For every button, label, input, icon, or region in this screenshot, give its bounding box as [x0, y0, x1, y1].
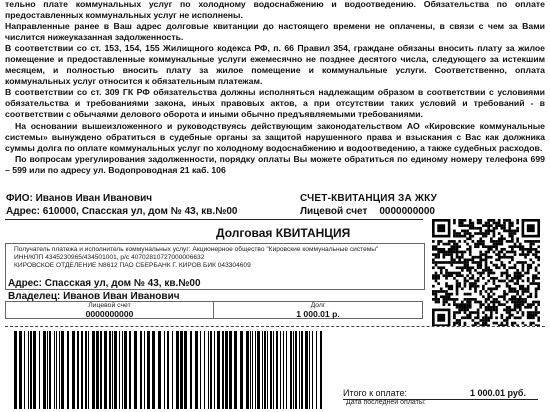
account-line	[300, 206, 435, 217]
qr-code	[432, 219, 540, 326]
debt-caption: Долг	[310, 302, 326, 309]
customer-address: Адрес: 610000, Спасская ул, дом № 43, кв.№00	[6, 206, 238, 217]
receipt-grid	[5, 301, 423, 319]
receipt-title: Долговая КВИТАНЦИЯ	[216, 226, 351, 240]
letter-paragraph: По вопросам урегулирования задолженности, порядку оплаты Вы можете обратиться по единому номеру телефона 699 – 599 или по адресу ул. Водопроводная 21 каб. 106	[5, 153, 545, 175]
payee-line: Получатель платежа и исполнитель коммунальных услуг: Акционерное общество "Кировские коммунальные системы"	[14, 246, 379, 253]
account-caption: Лицевой счет	[88, 302, 131, 309]
payee-line: ИНН/КПП 4345230965/434501001, р/с 40702810727000006632	[14, 254, 205, 261]
letter-paragraph: тельно плате коммунальных услуг по холодному водоснабжению и водоотведению. Обязательства по оплате предоставленных коммунальных услуг не исполнены.	[5, 0, 545, 21]
letter-paragraph: На основании вышеизложенного и руководствуясь действующим законодательством АО «Кировские коммунальные системы» вынуждено обратиться в судебные органы за защитой нарушенного права и взыскания с Вас как должника суммы долга по оплате коммунальных услуг по холодному водоснабжению и водоотведению, а также судебных расходов.	[5, 120, 545, 153]
letter-paragraph: В соответствии со ст. 153, 154, 155 Жилищного кодекса РФ, п. 66 Правил 354, граждане обязаны вносить плату за жилое помещение и предоставленные коммунальные услуги ежемесячно не позднее десятого числа, следующего за истекшим месяцем, и полностью вносить плату за жилое помещение и коммунальные услуги. Соответственно, оплата коммунальных услуг относится к обязательным платежам.	[5, 43, 545, 87]
account-number: 0000000000	[379, 206, 435, 217]
account-label: Лицевой счет	[300, 206, 368, 217]
debt-cell	[213, 301, 423, 319]
total-value: 1 000.01 руб.	[470, 388, 526, 398]
account-value: 0000000000	[85, 309, 134, 319]
letter-paragraph: Направленные ранее в Ваш адрес долговые квитанции до настоящего времени не оплачены, в связи с чем за Вами числится нижеуказанная задолженность.	[5, 21, 545, 43]
barcode	[14, 331, 322, 409]
receipt-owner: Владелец: Иванов Иван Иванович	[8, 291, 180, 302]
account-cell	[5, 301, 214, 319]
letter-paragraph: В соответствии со ст. 309 ГК РФ обязательства должны исполняться надлежащим образом в соответствии с условиями обязательства и требованиями закона, иных правовых актов, а при отсутствии таких условий и требований - в соответствии с обычаями делового оборота и иными обычно предъявляемыми требованиями.	[5, 87, 545, 120]
debt-value: 1 000.01 р.	[296, 309, 340, 319]
last-payment-label: Дата последней оплаты:	[346, 399, 426, 406]
account-title: СЧЕТ-КВИТАНЦИЯ ЗА ЖКУ	[300, 193, 438, 204]
receipt-address: Адрес: Спасская ул, дом № 43, кв.№00	[8, 278, 201, 289]
payee-line: КИРОВСКОЕ ОТДЕЛЕНИЕ N8612 ПАО СБЕРБАНК Г. КИРОВ БИК 043304609	[14, 262, 251, 269]
divider	[5, 219, 423, 220]
total-label: Итого к оплате:	[343, 388, 407, 398]
customer-fio: ФИО: Иванов Иван Иванович	[6, 193, 153, 204]
cut-line	[5, 326, 545, 327]
letter-body	[5, 0, 545, 176]
